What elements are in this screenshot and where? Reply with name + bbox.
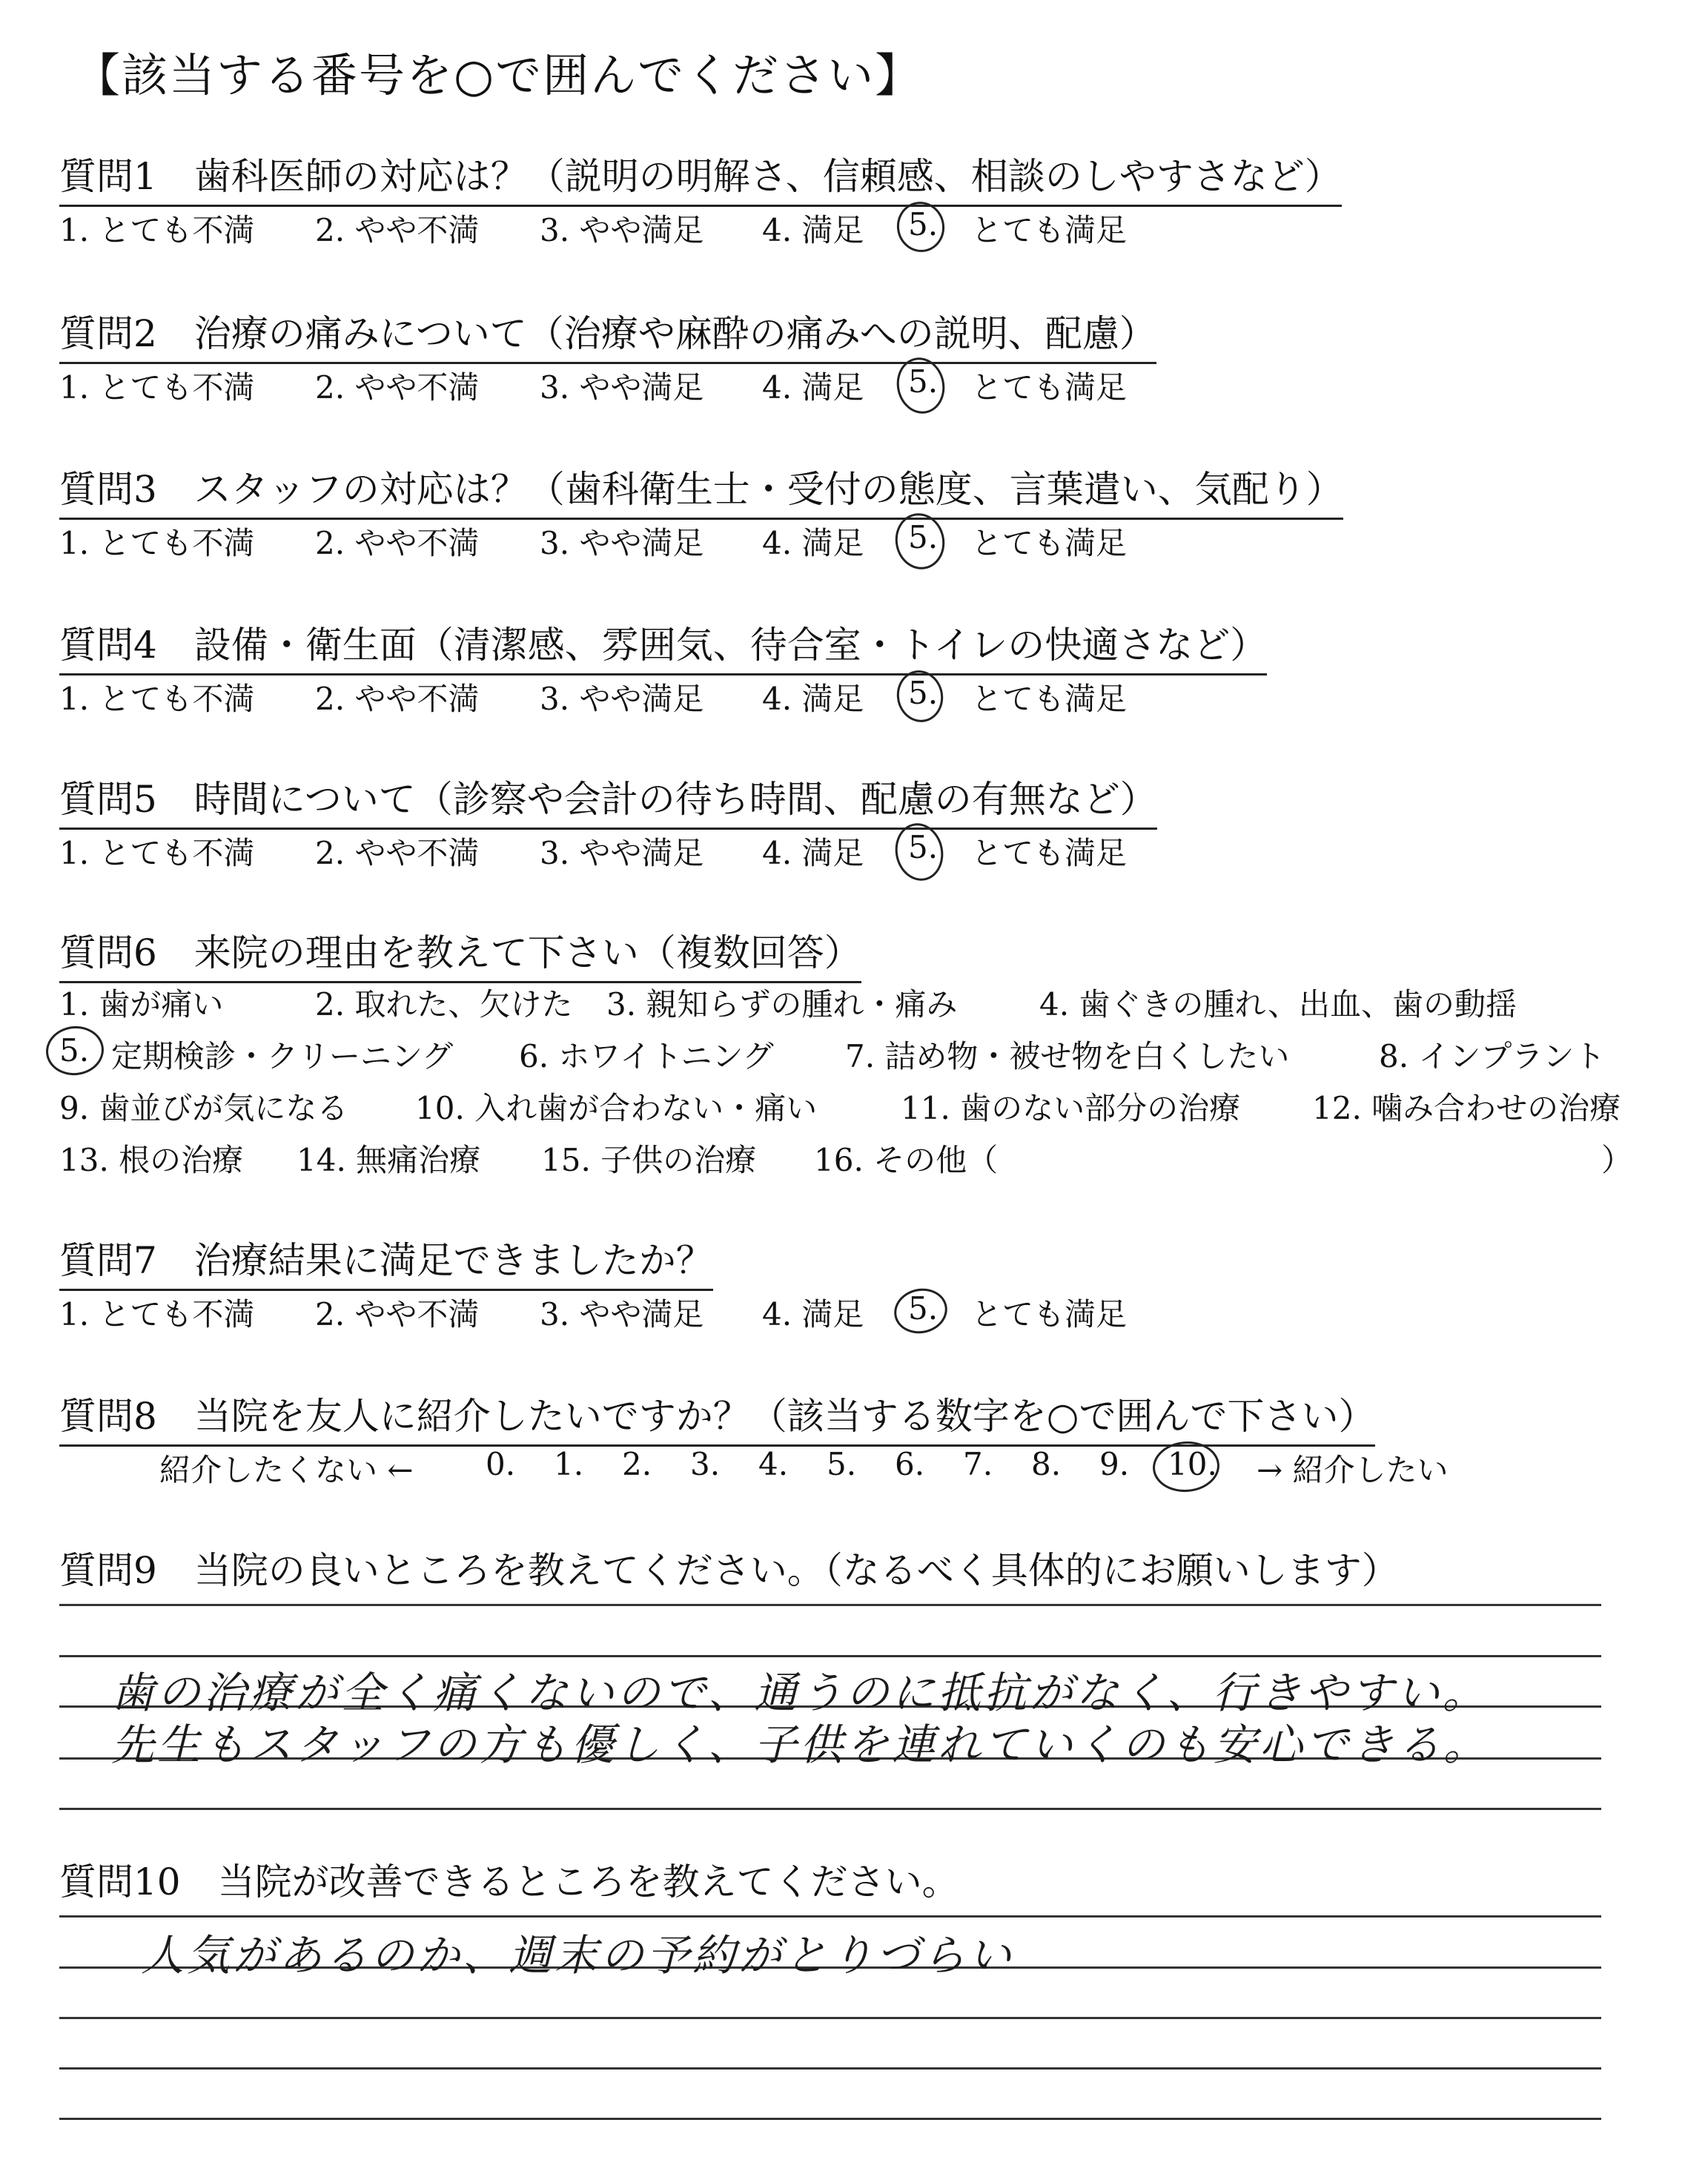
option-5-label: とても満足 xyxy=(971,681,1128,717)
reason-16-close: ） xyxy=(1601,1142,1633,1178)
option-1[interactable]: 1. とても不満 xyxy=(59,835,255,871)
scale-0[interactable]: 0. xyxy=(486,1446,516,1482)
scale-8[interactable]: 8. xyxy=(1031,1446,1062,1482)
option-3[interactable]: 3. やや満足 xyxy=(540,525,704,561)
option-5-label: とても満足 xyxy=(971,525,1128,561)
option-5-label: とても満足 xyxy=(971,369,1128,406)
reason-16[interactable]: 16. その他（ xyxy=(814,1142,999,1178)
reason-2[interactable]: 2. 取れた、欠けた xyxy=(315,986,573,1023)
option-5[interactable]: 5. xyxy=(908,1290,939,1327)
selection-circle xyxy=(890,819,949,885)
scale-5[interactable]: 5. xyxy=(827,1446,857,1482)
question-9-title: 質問9 当院の良いところを教えてください。（なるべく具体的にお願いします） xyxy=(59,1549,1399,1592)
answer-line xyxy=(59,1808,1601,1810)
scale-1[interactable]: 1. xyxy=(554,1446,584,1482)
answer-line xyxy=(59,2118,1601,2120)
question-7-options xyxy=(59,1290,1245,1335)
option-2[interactable]: 2. やや不満 xyxy=(315,681,480,717)
question-8-title: 質問8 当院を友人に紹介したいですか？（該当する数字を○で囲んで下さい） xyxy=(59,1387,1375,1447)
option-1[interactable]: 1. とても不満 xyxy=(59,525,255,561)
reason-10[interactable]: 10. 入れ歯が合わない・痛い xyxy=(415,1090,818,1126)
reason-5-label: 定期検診・クリーニング xyxy=(111,1038,454,1074)
question-2-title: 質問2 治療の痛みについて（治療や麻酔の痛みへの説明、配慮） xyxy=(59,304,1156,364)
option-5[interactable]: 5. xyxy=(908,206,939,242)
scale-9[interactable]: 9. xyxy=(1099,1446,1130,1482)
question-3-options xyxy=(59,519,1245,564)
option-4[interactable]: 4. 満足 xyxy=(762,525,864,561)
option-3[interactable]: 3. やや満足 xyxy=(540,835,704,871)
answer-line xyxy=(59,2067,1601,2070)
question-2-options xyxy=(59,363,1245,408)
scale-3[interactable]: 3. xyxy=(690,1446,721,1482)
option-1[interactable]: 1. とても不満 xyxy=(59,212,255,248)
question-3-title: 質問3 スタッフの対応は？（歯科衛生士・受付の態度、言葉遣い、気配り） xyxy=(59,460,1343,520)
option-2[interactable]: 2. やや不満 xyxy=(315,212,480,248)
handwritten-answer-10-line-1: 人気があるのか、週末の予約がとりづらい xyxy=(141,1930,1015,1981)
reason-11[interactable]: 11. 歯のない部分の治療 xyxy=(901,1090,1241,1126)
question-4-options xyxy=(59,675,1245,719)
reason-15[interactable]: 15. 子供の治療 xyxy=(541,1142,757,1178)
reason-13[interactable]: 13. 根の治療 xyxy=(59,1142,244,1178)
question-10-title: 質問10 当院が改善できるところを教えてください。 xyxy=(59,1860,959,1903)
selection-circle xyxy=(890,509,950,574)
option-3[interactable]: 3. やや満足 xyxy=(540,681,704,717)
answer-line xyxy=(59,1915,1601,1918)
question-7-title: 質問7 治療結果に満足できましたか？ xyxy=(59,1231,713,1291)
selection-circle xyxy=(892,353,950,418)
selection-circle xyxy=(893,197,950,257)
option-5-label: とても満足 xyxy=(971,212,1128,248)
reason-14[interactable]: 14. 無痛治療 xyxy=(297,1142,481,1178)
option-5-label: とても満足 xyxy=(971,1296,1128,1332)
option-5[interactable]: 5. xyxy=(908,675,939,711)
option-2[interactable]: 2. やや不満 xyxy=(315,835,480,871)
reason-12[interactable]: 12. 噛み合わせの治療 xyxy=(1312,1090,1621,1126)
scale-6[interactable]: 6. xyxy=(895,1446,925,1482)
selection-circle xyxy=(892,666,947,726)
scale-10[interactable]: 10. xyxy=(1168,1446,1217,1482)
handwritten-answer-9-line-2: 先生もスタッフの方も優しく、子供を連れていくのも安心できる。 xyxy=(111,1720,1489,1770)
answer-line xyxy=(59,2017,1601,2019)
option-1[interactable]: 1. とても不満 xyxy=(59,369,255,406)
option-4[interactable]: 4. 満足 xyxy=(762,835,864,871)
reason-5[interactable]: 5. xyxy=(59,1032,90,1069)
question-6-options xyxy=(59,980,1690,1203)
selection-circle xyxy=(890,1284,952,1338)
question-6-title: 質問6 来院の理由を教えて下さい（複数回答） xyxy=(59,923,861,983)
reason-8[interactable]: 8. インプラント xyxy=(1379,1038,1606,1074)
handwritten-answer-9-line-1: 歯の治療が全く痛くないので、通うのに抵抗がなく、行きやすい。 xyxy=(111,1668,1489,1718)
reason-3[interactable]: 3. 親知らずの腫れ・痛み xyxy=(606,986,958,1023)
option-1[interactable]: 1. とても不満 xyxy=(59,1296,255,1332)
option-5[interactable]: 5. xyxy=(908,829,939,865)
option-2[interactable]: 2. やや不満 xyxy=(315,369,480,406)
reason-7[interactable]: 7. 詰め物・被せ物を白くしたい xyxy=(845,1038,1290,1074)
option-3[interactable]: 3. やや満足 xyxy=(540,369,704,406)
question-5-title: 質問5 時間について（診察や会計の待ち時間、配慮の有無など） xyxy=(59,770,1157,830)
answer-line xyxy=(59,1604,1601,1606)
answer-line xyxy=(59,1655,1601,1657)
page-title: 【該当する番号を○で囲んでください】 xyxy=(74,48,923,102)
option-4[interactable]: 4. 満足 xyxy=(762,1296,864,1332)
option-1[interactable]: 1. とても不満 xyxy=(59,681,255,717)
reason-6[interactable]: 6. ホワイトニング xyxy=(519,1038,774,1074)
reason-1[interactable]: 1. 歯が痛い xyxy=(59,986,224,1023)
reason-4[interactable]: 4. 歯ぐきの腫れ、出血、歯の動揺 xyxy=(1039,986,1517,1023)
question-5-options xyxy=(59,829,1245,873)
option-2[interactable]: 2. やや不満 xyxy=(315,525,480,561)
option-5[interactable]: 5. xyxy=(908,519,939,555)
option-3[interactable]: 3. やや満足 xyxy=(540,1296,704,1332)
option-4[interactable]: 4. 満足 xyxy=(762,681,864,717)
option-4[interactable]: 4. 満足 xyxy=(762,212,864,248)
scale-low-label: 紹介したくない ← xyxy=(159,1452,414,1488)
option-2[interactable]: 2. やや不満 xyxy=(315,1296,480,1332)
option-5[interactable]: 5. xyxy=(908,363,939,400)
scale-4[interactable]: 4. xyxy=(758,1446,789,1482)
question-8-scale xyxy=(159,1446,1568,1490)
scale-7[interactable]: 7. xyxy=(963,1446,993,1482)
question-4-title: 質問4 設備・衛生面（清潔感、雰囲気、待合室・トイレの快適さなど） xyxy=(59,615,1267,676)
scale-2[interactable]: 2. xyxy=(622,1446,652,1482)
selection-circle xyxy=(44,1023,106,1078)
question-1-title: 質問1 歯科医師の対応は？（説明の明解さ、信頼感、相談のしやすさなど） xyxy=(59,147,1342,207)
option-3[interactable]: 3. やや満足 xyxy=(540,212,704,248)
reason-9[interactable]: 9. 歯並びが気になる xyxy=(59,1090,348,1126)
option-4[interactable]: 4. 満足 xyxy=(762,369,864,406)
option-5-label: とても満足 xyxy=(971,835,1128,871)
scale-high-label: → 紹介したい xyxy=(1257,1452,1449,1488)
question-1-options xyxy=(59,206,1245,251)
